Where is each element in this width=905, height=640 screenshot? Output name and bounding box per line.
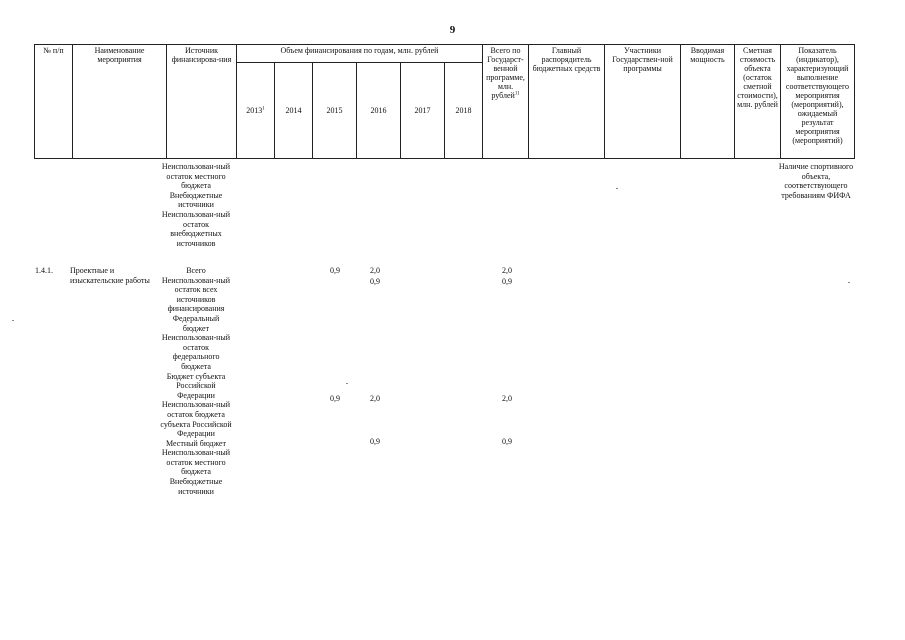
value-2016: 0,9 [370, 277, 380, 286]
scan-speck [616, 188, 618, 189]
item-sources [160, 266, 232, 496]
source-row: Внебюджетные источники [169, 477, 223, 496]
header-estimated-cost: Сметная стоимость объекта (остаток сметной стоимости), млн. рублей [735, 45, 781, 159]
value-total: 2,0 [502, 394, 512, 403]
header-year-2013: 2013$^1$ [237, 63, 275, 159]
value-total: 0,9 [502, 277, 512, 286]
source-row: Местный бюджет [166, 438, 226, 448]
value-2015: 0,9 [330, 394, 340, 403]
header-year-2015: 2015 [313, 63, 357, 159]
item-name: Проектные и изыскательские работы [70, 266, 150, 285]
header-year-2016: 2016 [357, 63, 401, 159]
header-funding-volume: Объем финансирования по годам, млн. рублей [237, 45, 483, 63]
indicator-text: Наличие спортивного объекта, соответствующего требованиям ФИФА [778, 162, 854, 200]
header-year-2017: 2017 [401, 63, 445, 159]
value-2016: 2,0 [370, 266, 380, 275]
header-year-2018: 2018 [445, 63, 483, 159]
source-row: Федеральный бюджет [172, 313, 220, 333]
source-row: Неиспользован-ный остаток бюджета субъекта Российской Федерации [160, 400, 232, 439]
header-source: Источник финансирова-ния [167, 45, 237, 159]
header-total: Всего по Государст-венной программе, млн. рублей$^{11}$ [483, 45, 529, 159]
top-source: Неиспользован-ный остаток внебюджетных источников [161, 209, 231, 248]
top-source: Неиспользован-ный остаток местного бюджета [161, 162, 231, 191]
value-2015: 0,9 [330, 266, 340, 275]
header-num: № п/п [35, 45, 73, 159]
header-main-manager: Главный распорядитель бюджетных средств [529, 45, 605, 159]
source-row: Всего [186, 266, 206, 275]
source-row: Бюджет субъекта Российской Федерации [166, 371, 226, 400]
value-2016: 0,9 [370, 437, 380, 446]
source-row: Неиспользован-ный остаток всех источников финансирования [161, 275, 231, 314]
header-name: Наименование мероприятия [73, 45, 167, 159]
top-source: Внебюджетные источники [169, 190, 223, 210]
top-sources [160, 162, 232, 248]
scan-speck [12, 320, 14, 321]
header-year-2014: 2014 [275, 63, 313, 159]
header-participants: Участники Государствен-ной программы [605, 45, 681, 159]
header-capacity: Вводимая мощность [681, 45, 735, 159]
header-table [34, 44, 855, 159]
source-row: Неиспользован-ный остаток местного бюджета [161, 448, 231, 477]
scan-speck [848, 282, 850, 283]
value-total: 0,9 [502, 437, 512, 446]
page-number: 9 [449, 24, 456, 36]
value-2016: 2,0 [370, 394, 380, 403]
item-number: 1.4.1. [35, 266, 53, 275]
scan-speck [346, 383, 348, 384]
header-indicator: Показатель (индикатор), характеризующий выполнение соответствующего мероприятия (мероприятий), ожидаемый результат мероприятия (мероприятий) [781, 45, 855, 159]
source-row: Неиспользован-ный остаток федерального бюджета [161, 333, 231, 371]
value-total: 2,0 [502, 266, 512, 275]
